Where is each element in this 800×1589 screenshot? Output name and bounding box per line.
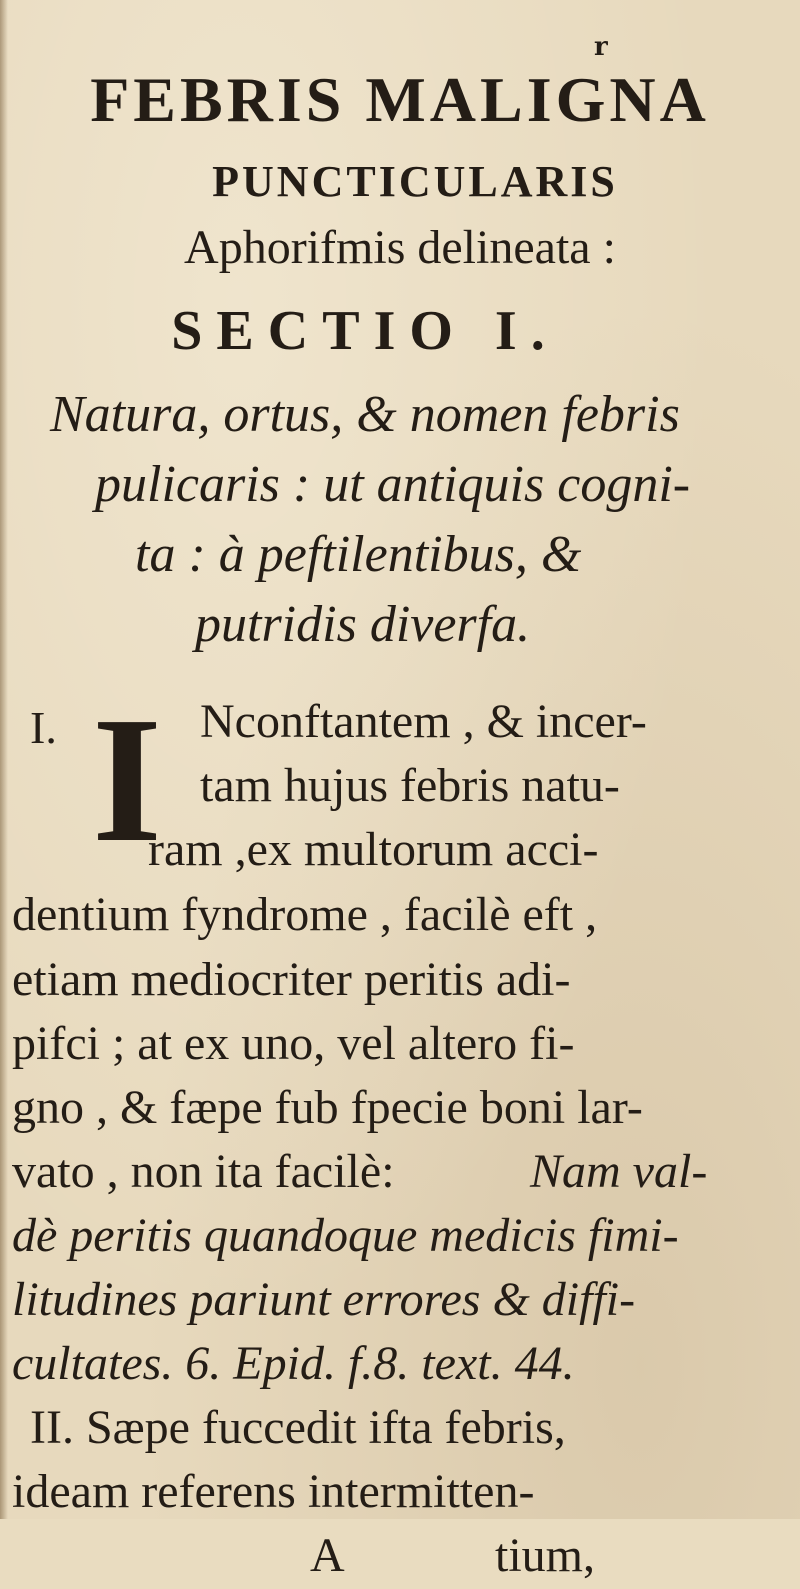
paragraph-number: I. (30, 702, 57, 753)
text-line: tam hujus febris natu- (200, 759, 620, 812)
signature-mark: A (310, 1529, 345, 1582)
drop-cap: I (92, 680, 163, 879)
summary-line: Natura, ortus, & nomen febris (50, 386, 680, 443)
text-line: ideam referens intermitten- (12, 1465, 535, 1518)
text-line: Nconftantem , & incer- (200, 695, 647, 748)
catchword: tium, (495, 1529, 596, 1582)
text-line: pifci ; at ex uno, vel altero fi- (12, 1017, 575, 1070)
text-line: dè peritis quandoque medicis fimi- (12, 1209, 679, 1262)
section-heading: SECTIO I. (171, 300, 559, 362)
text-line: vato , non ita facilè: (12, 1145, 395, 1198)
text-line: II. Sæpe fuccedit ifta febris, (30, 1401, 566, 1454)
text-line: dentium fyndrome , facilè eft , (12, 888, 598, 941)
summary-line: putridis diverfa. (195, 596, 531, 653)
summary-line: ta : à peftilentibus, & (135, 526, 582, 583)
text-line: Nam val- (530, 1145, 708, 1198)
page-title: FEBRIS MALIGNA (90, 64, 710, 135)
text-line: litudines pariunt errores & diffi- (12, 1273, 636, 1326)
section-summary (0, 380, 800, 660)
text-line: gno , & fæpe fub fpecie boni lar- (12, 1081, 643, 1134)
text-line: ram ,ex multorum acci- (148, 823, 599, 876)
summary-line: pulicaris : ut antiquis cogni- (95, 456, 691, 513)
text-line: etiam mediocriter peritis adi- (12, 953, 571, 1006)
corner-mark: r (594, 32, 608, 62)
page-subtitle: PUNCTICULARIS (212, 157, 618, 206)
text-line: cultates. 6. Epid. f.8. text. 44. (12, 1337, 575, 1390)
aphorism-subheading: Aphorifmis delineata : (184, 221, 616, 274)
